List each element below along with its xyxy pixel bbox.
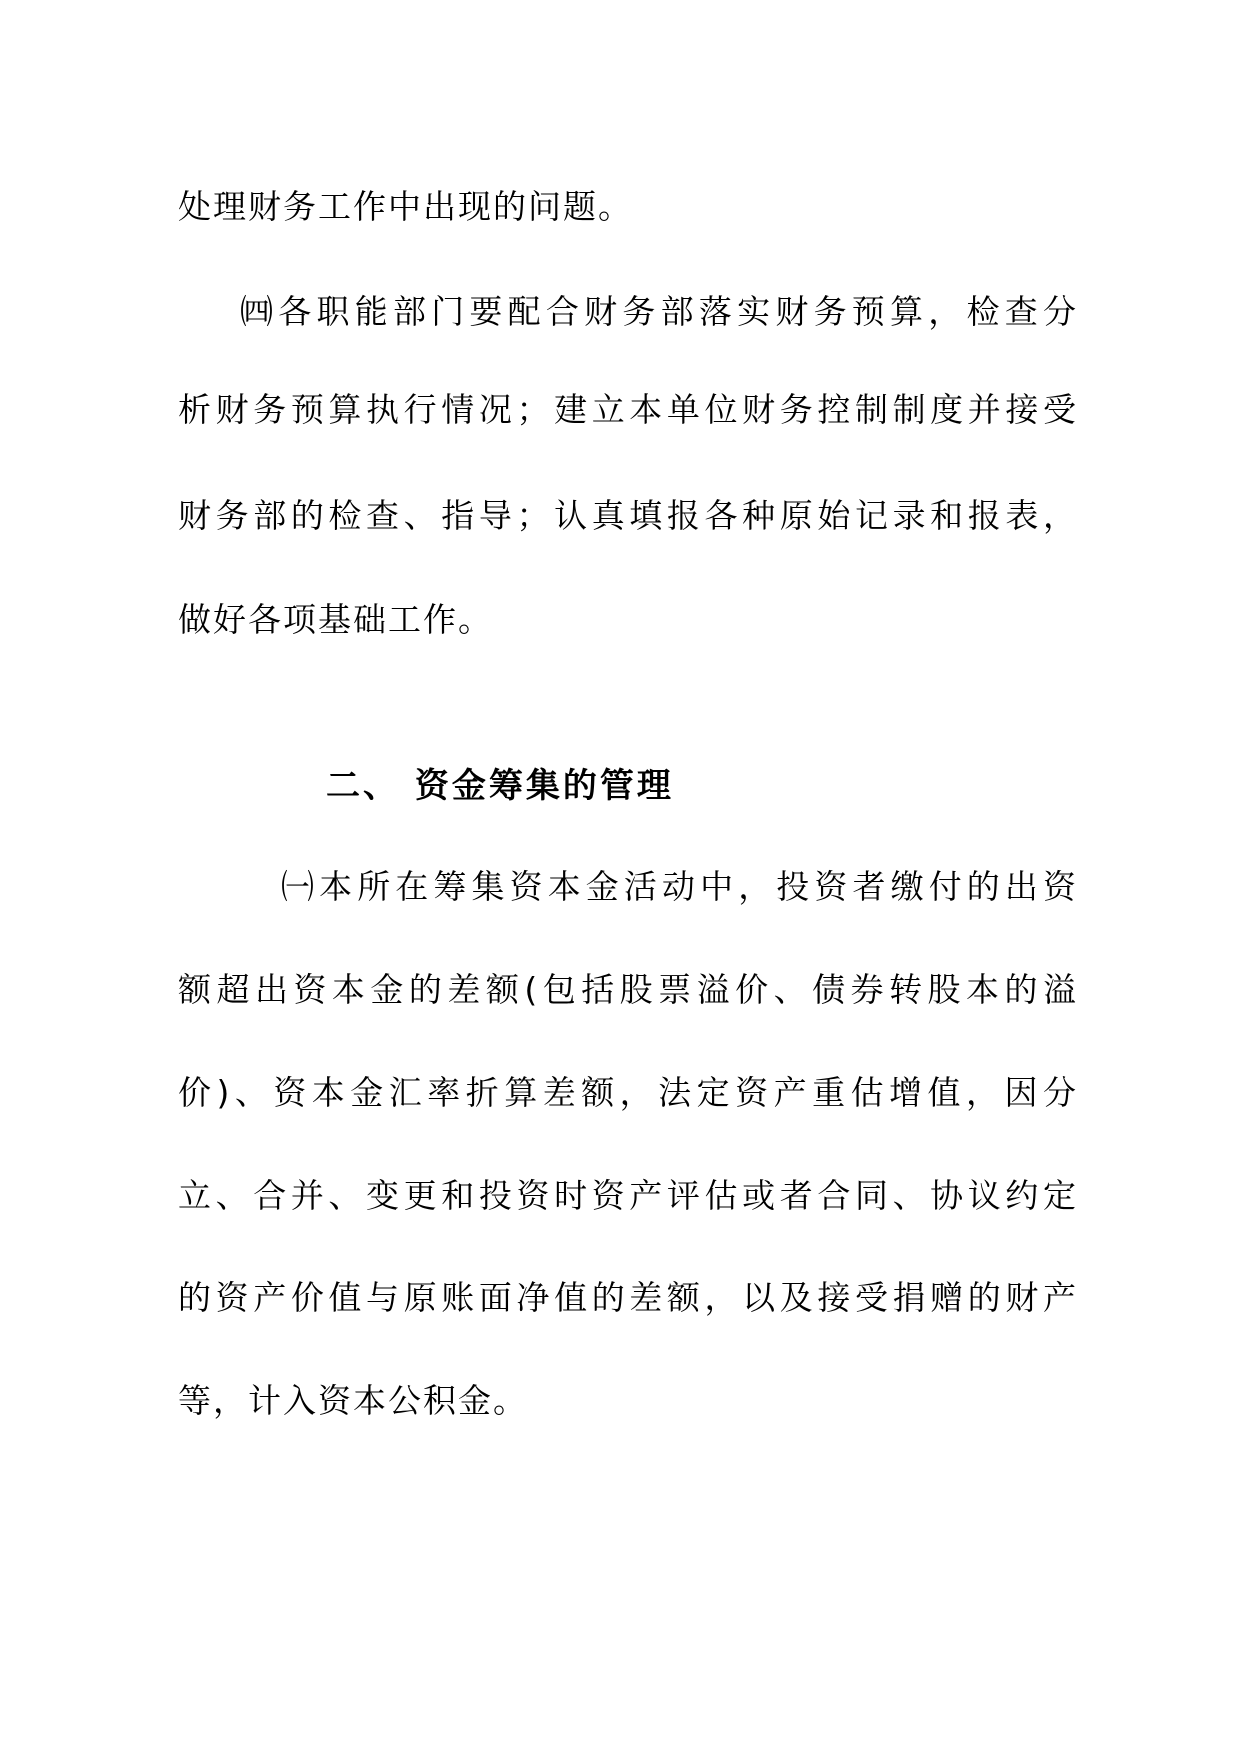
paragraph-line: 做好各项基础工作。	[178, 600, 493, 639]
paragraph-line: 处理财务工作中出现的问题。	[178, 187, 633, 226]
paragraph-line: 财务部的检查、指导；认真填报各种原始记录和报表，	[178, 496, 1078, 535]
paragraph-line: 析财务预算执行情况；建立本单位财务控制制度并接受	[178, 390, 1078, 429]
paragraph-line: 等，计入资本公积金。	[178, 1381, 528, 1420]
paragraph-line: ㈠本所在筹集资本金活动中，投资者缴付的出资	[281, 867, 1078, 906]
paragraph-line: 的资产价值与原账面净值的差额，以及接受捐赠的财产	[178, 1278, 1078, 1317]
paragraph-line: ㈣各职能部门要配合财务部落实财务预算，检查分	[240, 292, 1078, 331]
paragraph-line: 价)、资本金汇率折算差额，法定资产重估增值，因分	[178, 1073, 1078, 1112]
section-heading: 二、 资金筹集的管理	[326, 766, 674, 806]
paragraph-line: 额超出资本金的差额(包括股票溢价、债券转股本的溢	[178, 970, 1078, 1009]
paragraph-line: 立、合并、变更和投资时资产评估或者合同、协议约定	[178, 1176, 1078, 1215]
